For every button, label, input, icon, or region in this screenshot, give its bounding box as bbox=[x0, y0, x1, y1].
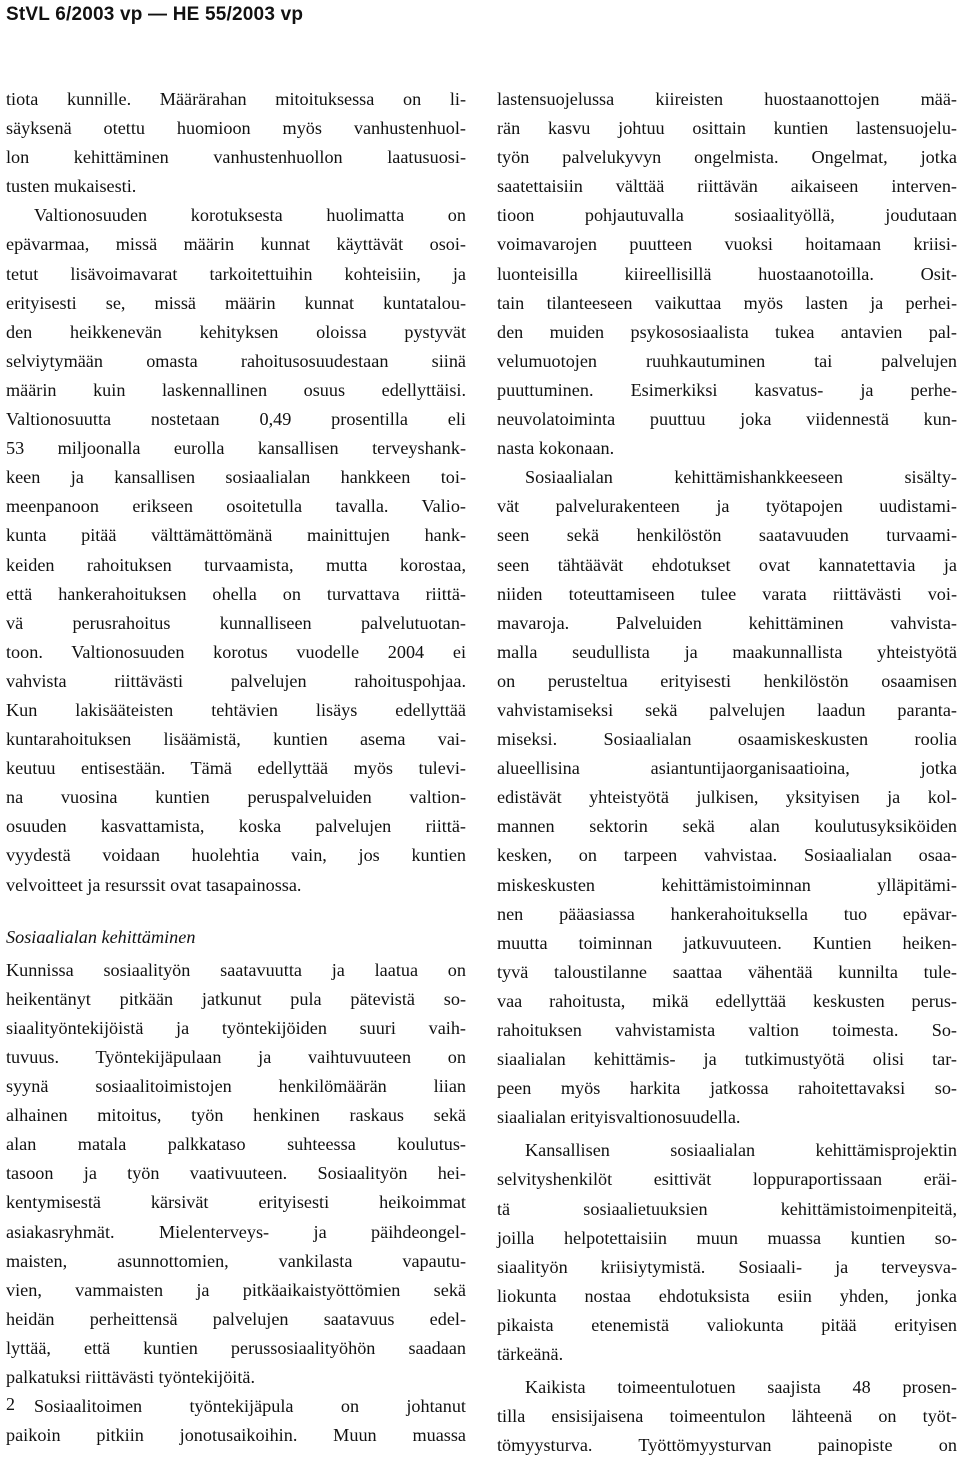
text-line: alhainen mitoitus, työn henkinen raskaus sekä bbox=[6, 1105, 466, 1126]
text-line: miseksi. Sosiaalialan osaamiskeskusten roolia bbox=[497, 729, 957, 750]
text-line: siaalialan erityisvaltionosuudella. bbox=[497, 1107, 741, 1128]
section-heading: Sosiaalialan kehittäminen bbox=[6, 926, 196, 947]
text-line: keen ja kansallisen sosiaalialan hankkeen toi- bbox=[6, 467, 466, 488]
paragraph bbox=[6, 85, 466, 201]
text-line: tyvä taloustilanne saattaa vähentää kunnilta tule- bbox=[497, 961, 957, 982]
text-line: vät palvelurakenteen ja työtapojen uudistami- bbox=[497, 496, 957, 517]
paragraph bbox=[497, 463, 957, 1132]
text-line: selvityshenkilöt esittivät loppuraportissaan eräi- bbox=[497, 1169, 957, 1190]
text-line: saatettaisiin välttää riittävän aikaiseen interven- bbox=[497, 176, 957, 197]
text-line: vahvista riittävästi palvelujen rahoituspohjaa. bbox=[6, 670, 466, 691]
text-line: alan matala palkkataso suhteessa koulutus- bbox=[6, 1134, 466, 1155]
text-line: nen pääasiassa hankerahoituksella tuo epävar- bbox=[497, 903, 957, 924]
text-line: alueellisina asiantuntijaorganisaatioina, jotka bbox=[497, 758, 957, 779]
text-line: vaa rahoitusta, mikä edellyttää keskusten perus- bbox=[497, 990, 957, 1011]
left-column bbox=[6, 85, 466, 1450]
paragraph bbox=[497, 1373, 957, 1460]
text-line: selviytymään omasta rahoitusosuudestaan siinä bbox=[6, 350, 466, 371]
text-line: tilla ensisijaisena toimeentulon lähteenä on työt- bbox=[497, 1406, 957, 1427]
text-line: heidän perheittensä palvelujen saatavuus edel- bbox=[6, 1308, 466, 1329]
text-line: muutta toiminnan jatkuvuuteen. Kuntien heiken- bbox=[497, 932, 957, 953]
paragraph bbox=[6, 956, 466, 1392]
right-column bbox=[497, 85, 957, 1460]
text-line: työn palvelukyvyn ongelmista. Ongelmat, jotka bbox=[497, 147, 957, 168]
text-line: lastensuojelussa kiireisten huostaanottojen mää- bbox=[497, 89, 957, 109]
text-line: niiden toteuttamiseen tulee varata riittävästi voi- bbox=[497, 583, 957, 604]
text-line: rahoituksen vahvistamista valtion toimesta. So- bbox=[497, 1020, 957, 1040]
page-number: 2 bbox=[6, 1394, 15, 1414]
text-line: erityisesti se, missä määrin kunnat kuntatalou- bbox=[6, 292, 466, 313]
text-line: on perusteltua erityisesti henkilöstön osaamisen bbox=[497, 670, 957, 691]
paragraph bbox=[497, 1136, 957, 1369]
text-line: kunta pitää välttämättömänä mainittujen hank- bbox=[6, 525, 466, 546]
text-line: joilla helpotettaisiin muun muassa kuntien so- bbox=[497, 1227, 957, 1248]
text-line: seen sekä henkilöstön saatavuuden turvaami- bbox=[497, 525, 957, 546]
text-line: palkatuksi riittävästi työntekijöitä. bbox=[6, 1367, 256, 1388]
text-line: osuuden kasvattamista, koska palvelujen riittä- bbox=[6, 816, 466, 837]
text-line: kentymisestä kärsivät erityisesti heikoimmat bbox=[6, 1192, 466, 1213]
text-line: tusten mukaisesti. bbox=[6, 176, 137, 197]
paragraph bbox=[6, 201, 466, 899]
page-header: StVL 6/2003 vp — HE 55/2003 vp bbox=[6, 4, 304, 25]
text-line: Valtionosuutta nostetaan 0,49 prosentilla eli bbox=[6, 409, 466, 430]
text-line: Kun lakisääteisten tehtävien lisäys edellyttää bbox=[6, 699, 466, 720]
text-line: na vuosina kuntien peruspalveluiden valtion- bbox=[6, 787, 466, 808]
text-line: velumuotojen ruuhkautuminen tai palvelujen bbox=[497, 350, 957, 371]
text-line: velvoitteet ja resurssit ovat tasapainossa. bbox=[6, 874, 302, 895]
text-line: tä sosiaalietuuksien kehittämistoimenpiteitä, bbox=[497, 1198, 957, 1219]
text-line: epävarmaa, missä määrin kunnat käyttävät osoi- bbox=[6, 234, 466, 255]
text-line: tioon pohjautuvalla sosiaalityöllä, joudutaan bbox=[497, 205, 957, 226]
text-line: luonteisilla kiireellisillä huostaanotoilla. Osit- bbox=[497, 263, 957, 284]
paragraph bbox=[6, 1392, 466, 1450]
text-line: vien, vammaisten ja pitkäaikaistyöttömien sekä bbox=[6, 1279, 466, 1300]
text-line: miskeskusten kehittämistoiminnan ylläpitämi- bbox=[497, 874, 957, 895]
text-line: tuvuus. Työntekijäpulaan ja vaihtuvuuteen on bbox=[6, 1047, 466, 1067]
text-line: maisten, asunnottomien, vankilasta vapautu- bbox=[6, 1250, 466, 1271]
text-line: siaalialan kehittämis- ja tutkimustyötä olisi tar- bbox=[497, 1049, 957, 1070]
text-line: pikaista etenemistä valiokunta pitää erityisen bbox=[497, 1314, 957, 1335]
text-line: malla seudullista ja maakunnallista yhteistyötä bbox=[497, 641, 957, 662]
text-line: nasta kokonaan. bbox=[497, 438, 615, 459]
text-line: kesken, on tarpeen vahvistaa. Sosiaalialan osaa- bbox=[497, 845, 957, 866]
text-line: den muiden psykososiaalista tukea antavien pal- bbox=[497, 321, 957, 342]
spacer bbox=[6, 900, 466, 923]
text-line: syynä sosiaalitoimistojen henkilömäärän liian bbox=[6, 1076, 466, 1097]
text-line: Kansallisen sosiaalialan kehittämisprojektin bbox=[525, 1140, 957, 1161]
text-line: Kunnissa sosiaalityön saatavuutta ja laatua on bbox=[6, 959, 466, 980]
text-line: lyttää, että kuntien perussosiaalityöhön saadaan bbox=[6, 1337, 466, 1358]
text-line: seen tähtäävät ehdotukset ovat kannatettavia ja bbox=[497, 554, 957, 575]
text-line: vä perusrahoitus kunnalliseen palvelutuotan- bbox=[6, 612, 466, 633]
text-line: tain tilanteeseen vaikuttaa myös lasten ja perhei- bbox=[497, 292, 957, 313]
text-line: puuttuminen. Esimerkiksi kasvatus- ja perhe- bbox=[497, 379, 957, 400]
text-line: tiota kunnille. Määrärahan mitoituksessa on li- bbox=[6, 89, 466, 109]
text-line: säyksenä otettu huomioon myös vanhustenhuol- bbox=[6, 118, 466, 139]
text-line: Valtionosuuden korotuksesta huolimatta on bbox=[34, 205, 466, 226]
text-line: mavaroja. Palveluiden kehittäminen vahvista- bbox=[497, 612, 957, 633]
text-line: meenpanoon erikseen osoitetulla tavalla. Valio- bbox=[6, 496, 466, 517]
text-line: paikoin pitkiin jonotusaikoihin. Muun muassa bbox=[6, 1425, 466, 1446]
text-line: liokunta nostaa ehdotuksista esiin yhden, jonka bbox=[497, 1285, 957, 1306]
text-line: neuvolatoiminta puuttuu joka viidennestä kun- bbox=[497, 409, 957, 430]
text-line: toon. Valtionosuuden korotus vuodelle 2004 ei bbox=[6, 641, 466, 662]
text-line: voimavarojen puutteen vuoksi hoitamaan kriisi- bbox=[497, 234, 957, 255]
text-line: edistävät yhteistyötä julkisen, yksityisen ja kol- bbox=[497, 787, 957, 808]
text-line: Kaikista toimeentulotuen saajista 48 prosen- bbox=[525, 1377, 957, 1398]
text-line: den heikkenevän kehityksen oloissa pystyvät bbox=[6, 321, 466, 342]
text-line: siaalityöntekijöistä ja työntekijöiden suuri vaih- bbox=[6, 1017, 466, 1038]
text-line: mannen sektorin sekä alan koulutusyksiköiden bbox=[497, 816, 957, 837]
text-line: peen myös harkita jatkossa rahoitettavaksi so- bbox=[497, 1078, 957, 1099]
text-line: Sosiaalitoimen työntekijäpula on johtanut bbox=[34, 1396, 466, 1417]
text-line: lon kehittäminen vanhustenhuollon laatusuosi- bbox=[6, 147, 466, 168]
text-line: rän kasvu johtuu osittain kuntien lastensuojelu- bbox=[497, 118, 957, 139]
text-line: asiakasryhmät. Mielenterveys- ja päihdeongel- bbox=[6, 1221, 466, 1242]
text-line: keiden rahoituksen turvaamista, mutta korostaa, bbox=[6, 554, 466, 575]
text-line: kuntarahoituksen lisäämistä, kuntien asema vai- bbox=[6, 729, 466, 750]
text-line: määrin kuin laskennallinen osuus edellyttäisi. bbox=[6, 379, 466, 400]
paragraph bbox=[497, 85, 957, 463]
text-line: tömyysturva. Työttömyysturvan painopiste on bbox=[497, 1435, 957, 1456]
text-line: tärkeänä. bbox=[497, 1344, 564, 1365]
text-line: 53 miljoonalla eurolla kansallisen terveyshank- bbox=[6, 438, 466, 459]
text-line: tetut lisävoimavarat tarkoitettuihin kohteisiin, ja bbox=[6, 263, 466, 284]
text-line: keutuu entisestään. Tämä edellyttää myös tulevi- bbox=[6, 758, 466, 779]
text-line: siaalityön kriisiytymistä. Sosiaali- ja terveysva- bbox=[497, 1256, 957, 1277]
text-line: vahvistamiseksi sekä palvelujen laadun paranta- bbox=[497, 699, 957, 720]
text-line: vyydestä voidaan huolehtia vain, jos kuntien bbox=[6, 845, 466, 866]
text-line: että hankerahoituksen ohella on turvattava riittä- bbox=[6, 583, 466, 604]
text-line: heikentänyt pitkään jatkunut pula pätevistä so- bbox=[6, 988, 466, 1009]
text-line: tasoon ja työn vaativuuteen. Sosiaalityön hei- bbox=[6, 1163, 466, 1184]
text-line: Sosiaalialan kehittämishankkeeseen sisälty- bbox=[525, 467, 957, 488]
